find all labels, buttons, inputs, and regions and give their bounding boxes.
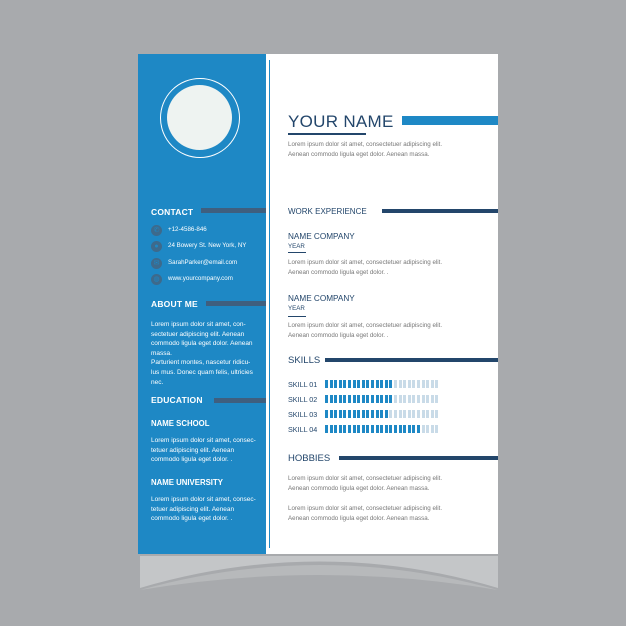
skill-bar [325,380,440,388]
skill-segment-empty [412,410,415,418]
skill-segment-filled [417,425,420,433]
skill-segment-filled [366,425,369,433]
skill-segment-filled [343,395,346,403]
skill-segment-filled [343,410,346,418]
skill-segment-empty [431,410,434,418]
skill-segment-filled [366,380,369,388]
university-line: commodo ligula eget dolor. . [151,515,233,523]
skill-segment-filled [371,380,374,388]
job-line: Lorem ipsum dolor sit amet, consectetuer adipiscing elit. [288,259,443,266]
skill-segment-filled [385,380,388,388]
job-year-line [288,316,306,317]
name-underline [288,133,366,135]
skill-segment-filled [325,410,328,418]
contact-heading-bar [201,208,266,213]
contact-address-text: 24 Bowery St. New York, NY [168,242,247,249]
university-name: NAME UNIVERSITY [151,478,223,487]
job-year: YEAR [288,243,305,250]
candidate-name: YOUR NAME [288,112,394,131]
email-icon: ✉ [151,258,162,269]
skill-segment-filled [376,410,379,418]
skill-segment-empty [417,395,420,403]
skills-heading-bar [325,358,498,362]
skill-segment-filled [330,395,333,403]
skill-label: SKILL 02 [288,395,318,404]
school-name: NAME SCHOOL [151,419,210,428]
skill-segment-filled [362,395,365,403]
name-accent-bar [402,116,498,125]
skill-segment-filled [362,410,365,418]
hobby-line: Aenean commodo ligula eget dolor. Aenean massa. [288,484,430,492]
skill-segment-filled [343,380,346,388]
skill-segment-empty [408,395,411,403]
skill-segment-empty [412,380,415,388]
skill-segment-filled [385,395,388,403]
school-line: Lorem ipsum dolor sit amet, consec- [151,437,256,444]
skill-segment-filled [357,425,360,433]
skill-segment-filled [385,425,388,433]
skill-segment-empty [399,410,402,418]
skill-segment-empty [389,410,392,418]
job-line: Lorem ipsum dolor sit amet, consectetuer adipiscing elit. [288,322,443,329]
education-heading: EDUCATION [151,395,203,405]
skill-segment-filled [366,395,369,403]
contact-heading: CONTACT [151,207,194,217]
skill-segment-filled [330,425,333,433]
about-line: commodo ligula eget dolor. Aenean [151,340,253,348]
about-line: lus mus. Donec quam felis, ultricies [151,368,253,376]
resume-page [138,54,498,554]
skill-segment-empty [394,380,397,388]
profile-photo-frame [160,78,240,158]
skill-segment-filled [348,425,351,433]
skill-segment-filled [362,380,365,388]
website-icon: ◍ [151,274,162,285]
about-line: massa. [151,349,172,357]
skill-label: SKILL 01 [288,380,318,389]
skill-segment-empty [435,395,438,403]
skill-segment-filled [339,395,342,403]
school-text [151,436,261,465]
hobby-text [288,474,442,493]
skill-segment-empty [426,395,429,403]
contact-email-text: SarahParker@email.com [168,259,238,266]
location-icon: ● [151,241,162,252]
skill-segment-empty [417,380,420,388]
sidebar-divider-line [269,60,270,548]
skill-segment-empty [422,410,425,418]
skill-segment-filled [366,410,369,418]
hobby-line: Lorem ipsum dolor sit amet, consectetuer adipiscing elit. [288,475,443,482]
skill-segment-empty [426,425,429,433]
skill-bar [325,425,440,433]
skill-segment-filled [399,425,402,433]
intro-text [288,140,442,159]
skill-segment-filled [330,380,333,388]
skill-segment-filled [385,410,388,418]
job-year-line [288,252,306,253]
about-heading: ABOUT ME [151,299,198,309]
about-text [151,320,261,387]
work-heading-bar [382,209,498,213]
skill-segment-empty [422,425,425,433]
skill-segment-empty [417,410,420,418]
skill-segment-empty [403,410,406,418]
school-line: tetuer adipiscing elit. Aenean [151,446,235,454]
skill-label: SKILL 03 [288,410,318,419]
skill-segment-filled [339,410,342,418]
skill-segment-filled [362,425,365,433]
skill-segment-filled [348,380,351,388]
university-line: tetuer adipiscing elit. Aenean [151,505,235,513]
job-company: NAME COMPANY [288,294,355,303]
skill-segment-filled [357,380,360,388]
skill-segment-empty [426,380,429,388]
skill-segment-empty [403,395,406,403]
job-line: Aenean commodo ligula eget dolor. . [288,331,389,339]
intro-line: Aenean commodo ligula eget dolor. Aenean massa. [288,150,430,158]
contact-website-text: www.yourcompany.com [168,275,233,282]
hobby-text [288,504,442,523]
university-line: Lorem ipsum dolor sit amet, consec- [151,496,256,503]
contact-address [151,241,266,252]
skill-segment-filled [380,425,383,433]
intro-line: Lorem ipsum dolor sit amet, consectetuer adipiscing elit. [288,141,443,148]
skill-segment-empty [403,380,406,388]
skill-segment-filled [380,395,383,403]
hobby-line: Lorem ipsum dolor sit amet, consectetuer adipiscing elit. [288,505,443,512]
phone-icon: ✆ [151,225,162,236]
skill-segment-empty [431,380,434,388]
job-company: NAME COMPANY [288,232,355,241]
skills-heading: SKILLS [288,355,321,366]
job-text [288,258,442,277]
skill-segment-empty [394,395,397,403]
work-heading: WORK EXPERIENCE [288,207,367,216]
skill-segment-filled [357,395,360,403]
skill-segment-empty [412,395,415,403]
skill-segment-filled [339,425,342,433]
skill-segment-filled [389,395,392,403]
contact-phone-text: +12-4586-846 [168,226,207,233]
job-line: Aenean commodo ligula eget dolor. . [288,268,389,276]
skill-segment-empty [394,410,397,418]
hobbies-heading: HOBBIES [288,453,331,464]
skill-segment-filled [353,410,356,418]
skill-segment-empty [435,380,438,388]
skill-segment-filled [353,425,356,433]
skill-segment-empty [408,410,411,418]
skill-label: SKILL 04 [288,425,318,434]
skill-segment-filled [353,380,356,388]
skill-segment-filled [348,395,351,403]
skill-segment-filled [325,425,328,433]
skill-segment-filled [389,425,392,433]
contact-website [151,274,266,285]
skill-segment-filled [376,425,379,433]
skill-segment-filled [334,425,337,433]
skill-segment-filled [330,410,333,418]
skill-segment-filled [348,410,351,418]
skill-segment-filled [343,425,346,433]
skill-segment-empty [435,425,438,433]
skill-segment-filled [394,425,397,433]
job-text [288,321,442,340]
skill-segment-filled [339,380,342,388]
skill-segment-filled [376,395,379,403]
skill-segment-filled [325,380,328,388]
skill-segment-empty [422,395,425,403]
skill-segment-empty [431,395,434,403]
about-heading-bar [206,301,266,306]
skill-segment-filled [334,380,337,388]
skill-segment-empty [431,425,434,433]
skill-segment-filled [371,395,374,403]
skill-segment-filled [380,380,383,388]
skill-bar [325,410,440,418]
skill-segment-empty [408,380,411,388]
about-line: sectetuer adipiscing elit. Aenean [151,330,245,338]
job-year: YEAR [288,305,305,312]
profile-photo [167,85,232,150]
skill-segment-empty [399,380,402,388]
hobbies-heading-bar [339,456,498,460]
school-line: commodo ligula eget dolor. . [151,456,233,464]
contact-phone [151,225,266,236]
skill-segment-filled [371,410,374,418]
skill-segment-empty [422,380,425,388]
skill-segment-filled [412,425,415,433]
skill-segment-filled [334,395,337,403]
skill-segment-empty [399,395,402,403]
skill-segment-filled [389,380,392,388]
skill-segment-filled [403,425,406,433]
skill-segment-filled [380,410,383,418]
contact-email [151,258,266,269]
university-text [151,495,261,524]
education-heading-bar [214,398,266,403]
about-line: Parturient montes, nascetur ridicu- [151,359,251,367]
skill-segment-filled [357,410,360,418]
about-line: nec. [151,378,164,386]
skill-bar [325,395,440,403]
skill-segment-filled [376,380,379,388]
about-line: Lorem ipsum dolor sit amet, con- [151,321,246,328]
skill-segment-filled [371,425,374,433]
skill-segment-filled [325,395,328,403]
skill-segment-empty [426,410,429,418]
skill-segment-filled [334,410,337,418]
skill-segment-filled [408,425,411,433]
hobby-line: Aenean commodo ligula eget dolor. Aenean massa. [288,514,430,522]
skill-segment-filled [353,395,356,403]
sidebar [138,54,266,554]
skill-segment-empty [435,410,438,418]
